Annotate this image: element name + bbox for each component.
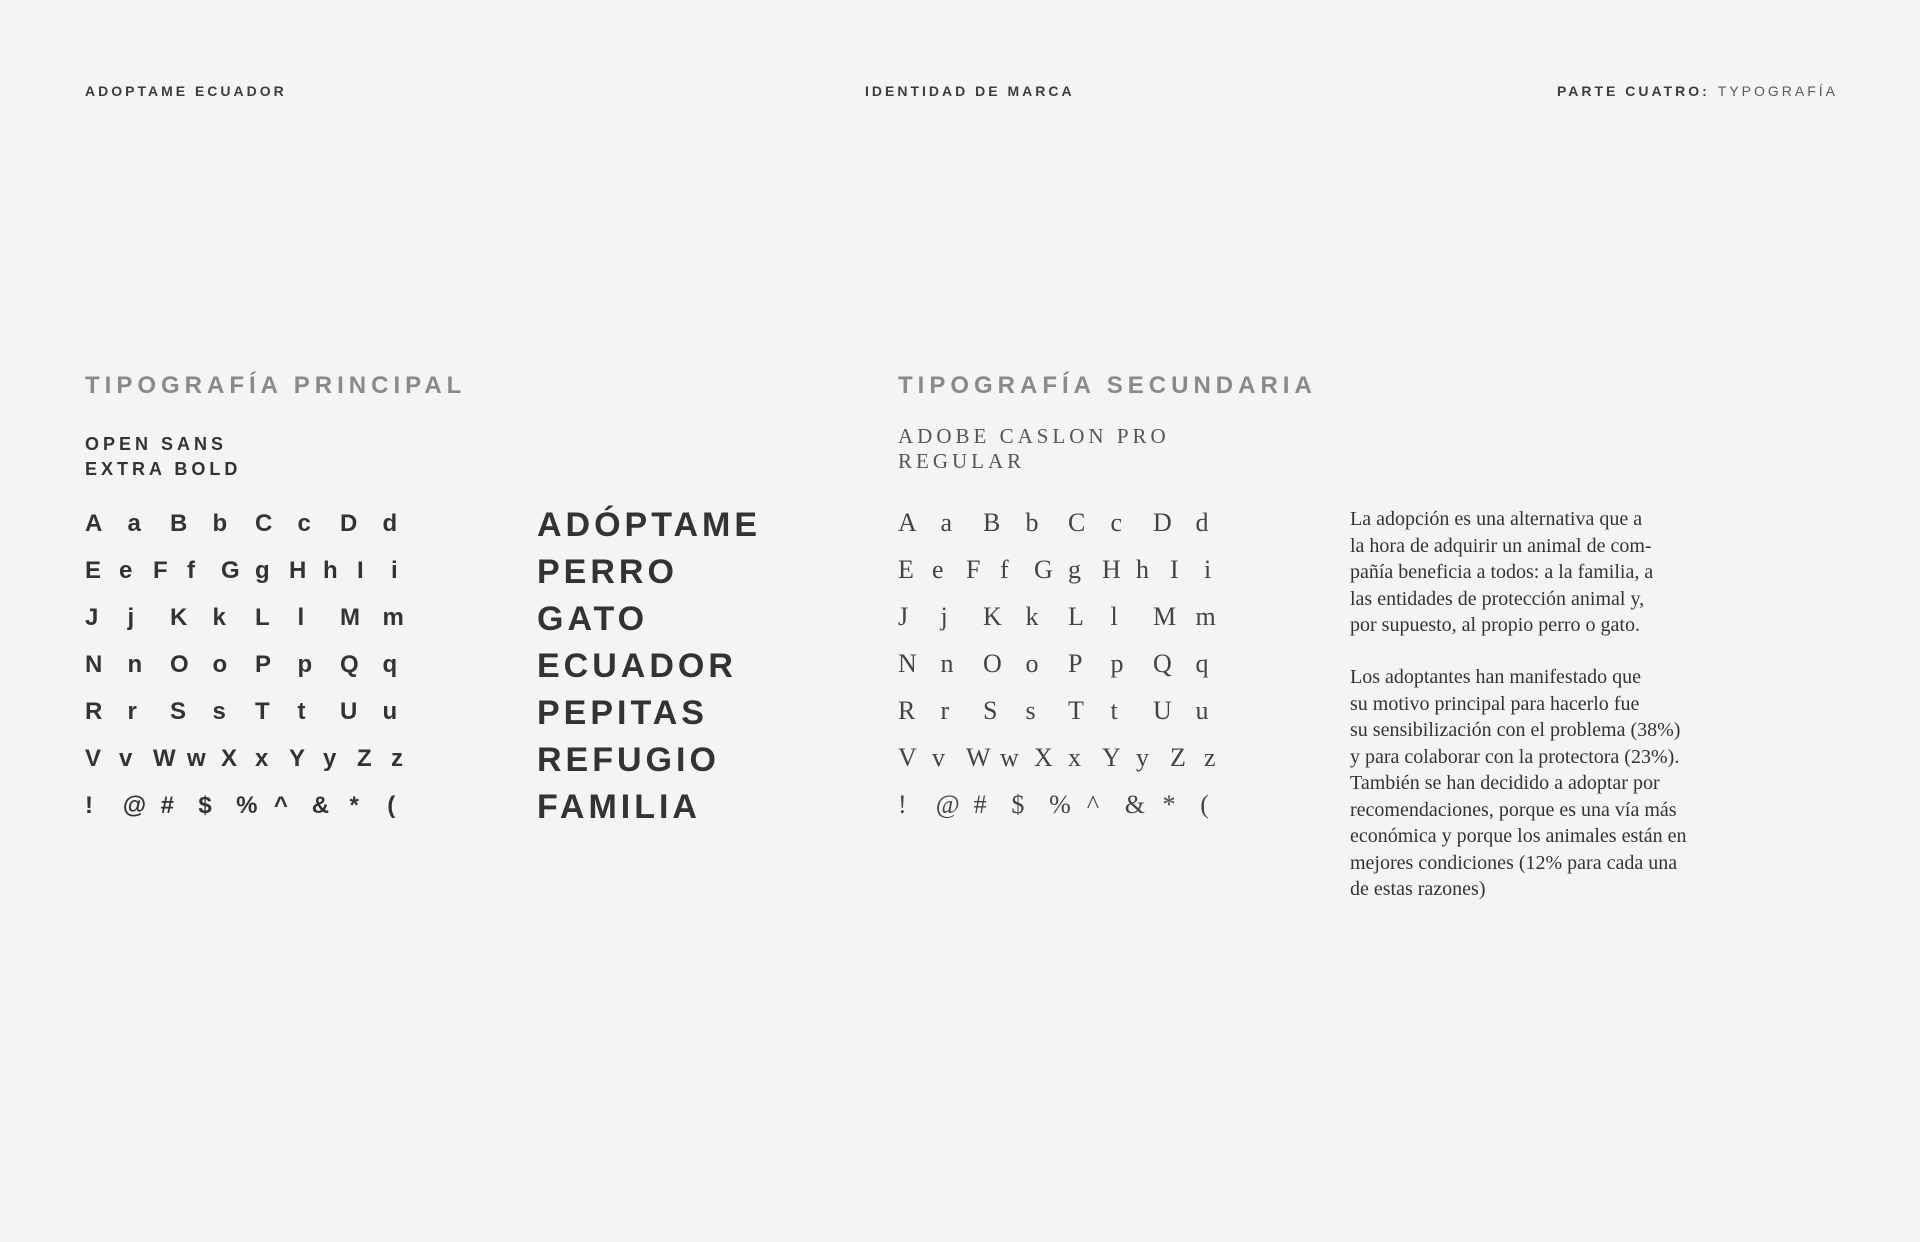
glyph: e <box>119 556 133 584</box>
text-line: la hora de adquirir un animal de com- <box>1350 534 1652 557</box>
glyph-row <box>898 546 1238 593</box>
glyph: o <box>212 650 228 678</box>
glyph: h <box>1136 554 1149 584</box>
glyph: j <box>127 603 135 631</box>
glyph: w <box>1000 742 1019 772</box>
glyph: W <box>966 742 991 772</box>
glyph: C <box>1068 507 1086 537</box>
glyph: M <box>340 603 360 631</box>
glyph: r <box>940 695 950 725</box>
glyph-row <box>898 593 1238 640</box>
glyph: z <box>1204 742 1216 772</box>
glyph: c <box>1110 507 1123 537</box>
glyph: U <box>340 697 358 725</box>
glyph: % <box>236 791 258 819</box>
glyph: K <box>170 603 188 631</box>
glyph: Q <box>1153 648 1172 678</box>
glyph: ^ <box>1086 789 1100 819</box>
glyph: k <box>1025 601 1039 631</box>
glyph: x <box>1068 742 1081 772</box>
glyph: E <box>898 554 914 584</box>
glyph: b <box>212 509 228 537</box>
glyph: m <box>382 603 404 631</box>
glyph: K <box>983 601 1002 631</box>
text-line: La adopción es una alternativa que a <box>1350 508 1643 530</box>
glyph: y <box>1136 742 1149 772</box>
glyph: v <box>119 744 133 772</box>
glyph: V <box>85 744 102 772</box>
sample-word: ECUADOR <box>537 647 737 685</box>
glyph: J <box>85 603 99 631</box>
glyph: ( <box>1200 789 1209 819</box>
glyph: Y <box>1102 742 1121 772</box>
glyph-row <box>85 500 425 547</box>
glyph: $ <box>1011 789 1025 819</box>
glyph: f <box>1000 554 1009 584</box>
secondary-font-name <box>898 424 1170 474</box>
glyph: p <box>1110 648 1124 678</box>
glyph: l <box>297 603 305 631</box>
glyph-row <box>898 781 1238 828</box>
glyph: D <box>1153 507 1172 537</box>
text-line: Los adoptantes han manifestado que <box>1350 666 1642 688</box>
glyph: a <box>127 509 141 537</box>
glyph: f <box>187 556 195 584</box>
text-line: su motivo principal para hacerlo fue <box>1350 692 1640 715</box>
primary-sample-words <box>537 502 761 831</box>
text-line: pañía beneficia a todos: a la familia, a <box>1350 561 1654 583</box>
glyph: P <box>255 650 272 678</box>
glyph: c <box>297 509 311 537</box>
primary-typography-title: TIPOGRAFÍA PRINCIPAL <box>85 372 467 399</box>
glyph: P <box>1068 648 1083 678</box>
part-label: PARTE CUATRO: <box>1556 83 1710 99</box>
glyph: V <box>898 742 917 772</box>
glyph: t <box>1110 695 1118 725</box>
glyph: # <box>973 789 987 819</box>
glyph-row <box>85 688 425 735</box>
glyph: y <box>323 744 337 772</box>
glyph: s <box>1025 695 1036 725</box>
glyph: # <box>160 791 174 819</box>
glyph: a <box>940 507 953 537</box>
glyph: z <box>391 744 403 772</box>
glyph: ^ <box>273 791 288 819</box>
text-line: y para colaborar con la protectora (23%). <box>1350 745 1680 768</box>
glyph: d <box>382 509 398 537</box>
text-line: mejores condiciones (12% para cada una <box>1350 851 1678 874</box>
glyph: M <box>1153 601 1177 631</box>
glyph: S <box>170 697 187 725</box>
glyph: A <box>85 509 103 537</box>
glyph: b <box>1025 507 1039 537</box>
glyph: G <box>1034 554 1053 584</box>
glyph: F <box>966 554 981 584</box>
part-name: TYPOGRAFÍA <box>1717 83 1838 99</box>
text-line: económica y porque los animales están en <box>1350 825 1687 847</box>
glyph: r <box>127 697 137 725</box>
section-name: IDENTIDAD DE MARCA <box>865 83 1075 99</box>
glyph: Y <box>289 744 306 772</box>
glyph: T <box>1068 695 1084 725</box>
glyph: O <box>170 650 189 678</box>
glyph: i <box>391 556 398 584</box>
glyph: g <box>1068 554 1081 584</box>
glyph: J <box>898 601 909 631</box>
body-paragraph-2 <box>1350 664 1730 903</box>
glyph: s <box>212 697 226 725</box>
primary-glyph-grid <box>85 500 425 829</box>
glyph: q <box>382 650 398 678</box>
glyph: G <box>221 556 240 584</box>
glyph: % <box>1049 789 1071 819</box>
sample-word: PERRO <box>537 553 678 591</box>
secondary-typography-title: TIPOGRAFÍA SECUNDARIA <box>898 372 1317 399</box>
glyph: L <box>255 603 270 631</box>
glyph: X <box>1034 742 1053 772</box>
glyph: ! <box>85 791 93 819</box>
glyph: U <box>1153 695 1172 725</box>
glyph-row <box>85 594 425 641</box>
glyph: u <box>1195 695 1209 725</box>
glyph: N <box>85 650 103 678</box>
text-line: También se han decidido a adoptar por <box>1350 772 1660 794</box>
glyph: n <box>127 650 143 678</box>
glyph: w <box>187 744 206 772</box>
glyph: H <box>289 556 307 584</box>
glyph: k <box>212 603 226 631</box>
secondary-font-family: ADOBE CASLON PRO <box>898 424 1170 448</box>
brand-name: ADOPTAME ECUADOR <box>85 83 287 99</box>
secondary-font-weight: REGULAR <box>898 449 1026 473</box>
glyph-row <box>898 499 1238 546</box>
glyph-row <box>898 640 1238 687</box>
glyph: B <box>983 507 1001 537</box>
glyph: E <box>85 556 102 584</box>
glyph: Z <box>357 744 372 772</box>
text-line: por supuesto, al propio perro o gato. <box>1350 614 1640 636</box>
glyph: C <box>255 509 273 537</box>
glyph: ! <box>898 789 907 819</box>
glyph: R <box>85 697 103 725</box>
glyph: I <box>1170 554 1179 584</box>
text-line: su sensibilización con el problema (38%) <box>1350 719 1681 741</box>
glyph: D <box>340 509 358 537</box>
glyph: n <box>940 648 954 678</box>
glyph: Q <box>340 650 359 678</box>
primary-font-weight: EXTRA BOLD <box>85 459 242 479</box>
sample-word: PEPITAS <box>537 694 708 732</box>
glyph: @ <box>935 789 960 819</box>
glyph: * <box>349 791 359 819</box>
text-line: de estas razones) <box>1350 878 1486 900</box>
glyph-row <box>85 641 425 688</box>
glyph: O <box>983 648 1002 678</box>
glyph: S <box>983 695 998 725</box>
glyph: l <box>1110 601 1118 631</box>
glyph: p <box>297 650 313 678</box>
glyph-row <box>85 547 425 594</box>
glyph: N <box>898 648 917 678</box>
glyph: o <box>1025 648 1039 678</box>
glyph-row <box>85 782 425 829</box>
sample-word: GATO <box>537 600 649 638</box>
secondary-glyph-grid <box>898 499 1238 828</box>
glyph: i <box>1204 554 1212 584</box>
sample-word: REFUGIO <box>537 741 720 779</box>
glyph: e <box>932 554 944 584</box>
glyph: h <box>323 556 338 584</box>
glyph: B <box>170 509 188 537</box>
text-line: las entidades de protección animal y, <box>1350 587 1645 610</box>
glyph: F <box>153 556 168 584</box>
primary-font-name <box>85 432 241 482</box>
body-paragraph-1 <box>1350 506 1730 639</box>
glyph: $ <box>198 791 212 819</box>
glyph-row <box>898 687 1238 734</box>
glyph: x <box>255 744 269 772</box>
glyph: q <box>1195 648 1209 678</box>
glyph: t <box>297 697 306 725</box>
glyph: Z <box>1170 742 1186 772</box>
primary-font-family: OPEN SANS <box>85 434 228 454</box>
glyph: u <box>382 697 398 725</box>
glyph: j <box>940 601 948 631</box>
glyph-row <box>85 735 425 782</box>
glyph: A <box>898 507 917 537</box>
glyph: v <box>932 742 945 772</box>
glyph: & <box>1124 789 1145 819</box>
glyph: m <box>1195 601 1216 631</box>
glyph: @ <box>122 791 147 819</box>
glyph: d <box>1195 507 1209 537</box>
glyph: T <box>255 697 270 725</box>
glyph: ( <box>387 791 396 819</box>
glyph: W <box>153 744 176 772</box>
sample-word: FAMILIA <box>537 788 701 826</box>
glyph: L <box>1068 601 1084 631</box>
glyph: R <box>898 695 916 725</box>
glyph: & <box>311 791 330 819</box>
part-indicator <box>1557 83 1838 99</box>
glyph: I <box>357 556 364 584</box>
sample-word: ADÓPTAME <box>537 506 762 544</box>
glyph: g <box>255 556 270 584</box>
glyph: X <box>221 744 238 772</box>
glyph: H <box>1102 554 1121 584</box>
text-line: recomendaciones, porque es una vía más <box>1350 798 1677 821</box>
glyph-row <box>898 734 1238 781</box>
glyph: * <box>1162 789 1176 819</box>
